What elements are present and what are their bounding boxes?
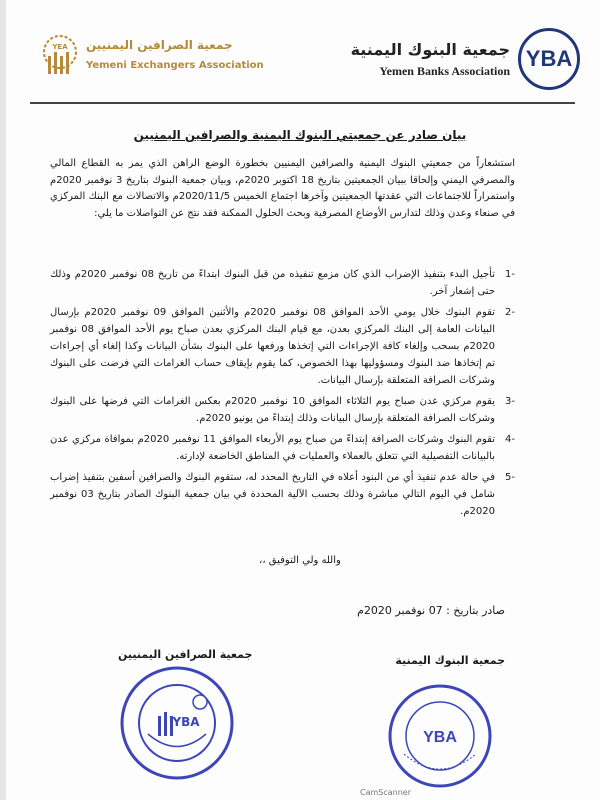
- banks-name-ar: جمعية البنوك اليمنية: [350, 40, 510, 59]
- list-item: [50, 266, 515, 300]
- scan-edge: [0, 0, 6, 800]
- item-text: تأجيل البدء بتنفيذ الإضراب الذي كان مزمع تنفيذه من قبل البنوك ابتداءً من تاريخ 08 نوفمبر 2020م وذلك حتى إشعار آخر.: [50, 269, 496, 297]
- list-item: [50, 304, 515, 389]
- banks-header: [320, 28, 580, 88]
- list-item: [50, 393, 515, 427]
- banks-signature-label: جمعية البنوك اليمنية: [395, 654, 505, 667]
- item-number: -1: [505, 269, 515, 280]
- item-number: -4: [505, 434, 515, 445]
- item-text: تقوم البنوك خلال يومي الأحد الموافق 08 نوفمبر 2020م والأثنين الموافق 09 نوفمبر 2020م بإرسال البيانات العامة إلى البنك المركزي بعدن، مع قيام البنك المركزي بعدن صباح يوم الأحد الموافق 08 نوفمبر 2020م بسحب وإلغاء كافة الإجراءات التي إتخذها ورفعها على البنوك بشأن البيانات وكذا إلغاء أي إجراءات تم إتخاذها ضد البنوك ومسؤوليها بهذا الخصوص، كما يقوم بإيقاف حساب الغرامات التي فرضت على البنوك وشركات الصرافة المتعلقة بإرسال البيانات.: [50, 307, 495, 386]
- exchangers-signature-label: جمعية الصرافين اليمنيين: [118, 648, 253, 661]
- banks-logo: YBA: [518, 28, 580, 90]
- item-text: يقوم مركزي عدن صباح يوم الثلاثاء الموافق 10 نوفمبر 2020م بعكس الغرامات التي فرضها على البنوك وشركات الصرافة المتعلقة بإرسال البيانات وذلك إبتداءً من يونيو 2020م.: [50, 396, 495, 424]
- closing-line: والله ولي التوفيق ،،: [259, 555, 341, 566]
- exchangers-logo-icon: [38, 32, 82, 80]
- item-number: -2: [505, 307, 515, 318]
- exchangers-header: [38, 30, 264, 90]
- svg-text:YEA: YEA: [52, 43, 68, 51]
- list-item: [50, 469, 515, 520]
- svg-text:YBA: YBA: [423, 729, 457, 746]
- item-text: تقوم البنوك وشركات الصرافة إبتداءً من صباح يوم الأربعاء الموافق 11 نوفمبر 2020م بموافاة مركزي عدن بالبيانات التفصيلية التي تتعلق بالعملاء والعمليات في المناطق الخاضعة لإدارته.: [50, 434, 496, 462]
- header-divider: [30, 102, 575, 104]
- exchangers-name-ar: جمعية الصرافين اليمنيين: [86, 38, 233, 52]
- statement-title: بيان صادر عن جمعيتي البنوك اليمنية والصرافين اليمنيين: [133, 128, 467, 142]
- banks-stamp-icon: [386, 682, 494, 790]
- svg-text:YBA: YBA: [172, 715, 200, 729]
- issued-date: صادر بتاريخ : 07 نوفمبر 2020م: [357, 604, 505, 617]
- exchangers-stamp-icon: [118, 664, 236, 782]
- item-text: في حالة عدم تنفيذ أي من البنود أعلاه في التاريخ المحدد له، ستقوم البنوك والصرافين أسفين بتنفيذ إضراب شامل في اليوم التالي مباشرة وذلك بحسب الآلية المحددة في بيان جمعية البنوك الصادر بتاريخ 03 نوفمبر 2020م.: [50, 472, 495, 517]
- resolutions-list: [50, 266, 515, 524]
- exchangers-name-en: Yemeni Exchangers Association: [86, 60, 264, 71]
- banks-name-en: Yemen Banks Association: [379, 64, 510, 78]
- list-item: [50, 431, 515, 465]
- scanner-watermark: CamScanner: [360, 788, 412, 797]
- intro-paragraph: استشعاراً من جمعيتي البنوك اليمنية والصرافين اليمنيين بخطورة الوضع الراهن الذي يمر به القطاع المالي والمصرفي اليمني وإلحاقا ببيان الجمعيتين بتاريخ 18 اكتوبر 2020م، وبيان جمعية البنوك بتاريخ 3 نوفمبر 2020م واستمراراً للاجتماعات التي عقدتها الجمعيتين وآخرها اجتماع الخميس 2020/11/5م والاتصالات مع البنك المركزي في صنعاء وعدن وذلك لتدارس الأوضاع المصرفية وبحث الحلول الممكنة فقد نتج عن التواصلات ما يلي:: [50, 158, 515, 219]
- item-number: -3: [505, 396, 515, 407]
- item-number: -5: [505, 472, 515, 483]
